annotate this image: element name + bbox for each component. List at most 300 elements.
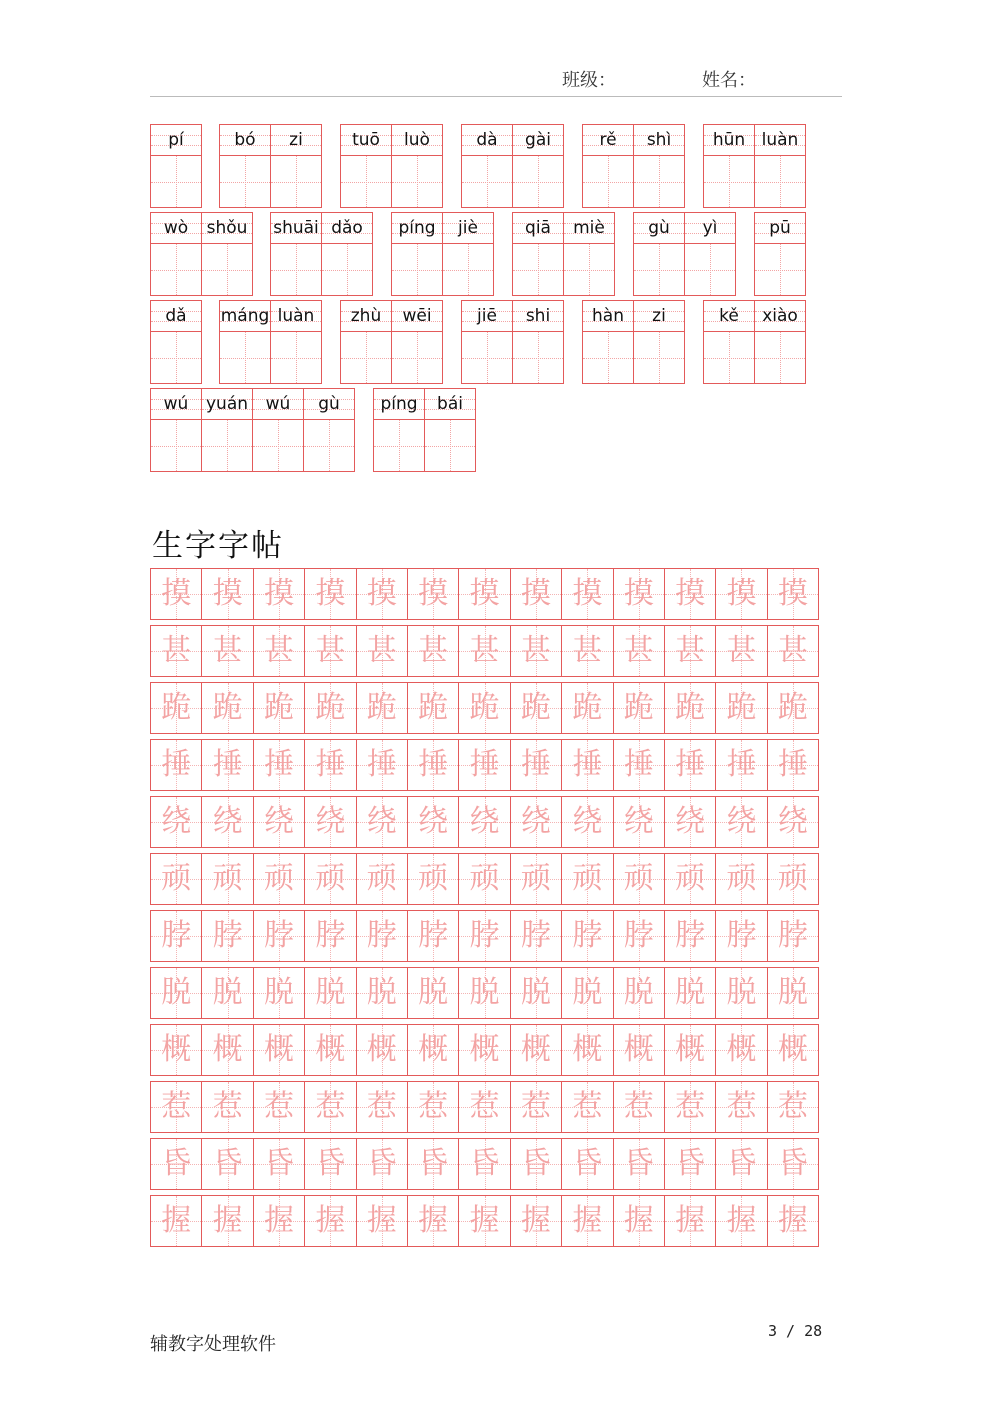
tracing-character: 甚 (161, 633, 192, 668)
pinyin-text: pí (168, 129, 184, 150)
tracing-cell (613, 626, 664, 676)
pinyin-cell (633, 301, 684, 383)
pinyin-cell (151, 389, 201, 471)
header (150, 62, 842, 97)
tracing-cell (253, 626, 304, 676)
pinyin-text: gài (525, 129, 551, 150)
tracing-character: 跪 (263, 690, 294, 725)
tracing-character: 概 (263, 1032, 294, 1067)
pinyin-cell (201, 213, 252, 295)
pinyin-text: píng (380, 393, 418, 414)
tracing-cell (151, 1025, 201, 1075)
tracing-cell (151, 740, 201, 790)
pinyin-text: yuán (205, 393, 249, 414)
tracing-cell (613, 683, 664, 733)
tracing-character: 绕 (777, 804, 808, 839)
tracing-character: 绕 (623, 804, 654, 839)
pinyin-cell (513, 213, 563, 295)
tracing-character: 顽 (675, 861, 706, 896)
hanzi-writing-box (151, 156, 201, 207)
tracing-cell (767, 797, 818, 847)
tracing-cell (356, 797, 407, 847)
pinyin-text: hūn (712, 129, 746, 150)
tracing-character: 顽 (777, 861, 808, 896)
pinyin-text: dà (476, 129, 498, 150)
tracing-cell (561, 740, 612, 790)
pinyin-text: shi (525, 305, 551, 326)
tracing-character: 甚 (469, 633, 500, 668)
tracing-character: 绕 (366, 804, 397, 839)
tracing-character: 握 (675, 1203, 706, 1238)
tracing-cell (407, 797, 458, 847)
tracing-character: 脱 (161, 975, 192, 1010)
tracing-cell (253, 1139, 304, 1189)
tracing-cell (561, 797, 612, 847)
tracing-cell (151, 1196, 201, 1246)
tracing-cell (561, 1196, 612, 1246)
pinyin-cell (341, 125, 391, 207)
practice-row (150, 910, 819, 962)
hanzi-writing-box (513, 156, 563, 207)
tracing-cell (151, 626, 201, 676)
hanzi-writing-box (704, 156, 754, 207)
pinyin-cell (442, 213, 493, 295)
pinyin-cell (220, 301, 270, 383)
pinyin-cell (704, 301, 754, 383)
tracing-character: 握 (572, 1203, 603, 1238)
pinyin-group (754, 212, 806, 296)
tracing-character: 脖 (520, 918, 551, 953)
pinyin-text: wú (163, 393, 189, 414)
pinyin-text: miè (573, 217, 605, 238)
tracing-cell (715, 911, 766, 961)
tracing-character: 捶 (675, 747, 706, 782)
practice-row (150, 739, 819, 791)
tracing-cell (151, 911, 201, 961)
tracing-cell (356, 1196, 407, 1246)
tracing-cell (253, 911, 304, 961)
pinyin-group (512, 212, 615, 296)
pinyin-group (150, 212, 253, 296)
tracing-cell (407, 911, 458, 961)
tracing-character: 捶 (315, 747, 346, 782)
tracing-character: 脱 (366, 975, 397, 1010)
tracing-cell (510, 1196, 561, 1246)
tracing-cell (201, 626, 252, 676)
tracing-cell (664, 1196, 715, 1246)
pinyin-group (461, 124, 564, 208)
tracing-character: 概 (777, 1032, 808, 1067)
pinyin-text: gù (648, 217, 670, 238)
tracing-character: 惹 (161, 1089, 192, 1124)
tracing-character: 甚 (726, 633, 757, 668)
practice-row (150, 1138, 819, 1190)
tracing-cell (407, 1025, 458, 1075)
tracing-character: 跪 (777, 690, 808, 725)
tracing-character: 摸 (726, 576, 757, 611)
tracing-character: 握 (623, 1203, 654, 1238)
tracing-cell (201, 683, 252, 733)
tracing-character: 甚 (623, 633, 654, 668)
pinyin-cell (563, 213, 614, 295)
tracing-cell (767, 569, 818, 619)
pinyin-group (373, 388, 476, 472)
pinyin-text: shuāi (273, 217, 319, 238)
tracing-character: 脱 (469, 975, 500, 1010)
tracing-cell (458, 968, 509, 1018)
tracing-cell (767, 740, 818, 790)
pinyin-text: tuō (352, 129, 380, 150)
pinyin-text: qiā (525, 217, 551, 238)
tracing-character: 绕 (675, 804, 706, 839)
pinyin-cell (341, 301, 391, 383)
hanzi-writing-box (755, 244, 805, 295)
tracing-character: 顽 (572, 861, 603, 896)
tracing-character: 概 (469, 1032, 500, 1067)
tracing-cell (458, 626, 509, 676)
tracing-character: 摸 (212, 576, 243, 611)
hanzi-writing-box (564, 244, 614, 295)
tracing-cell (304, 626, 355, 676)
tracing-character: 脱 (418, 975, 449, 1010)
tracing-character: 顽 (469, 861, 500, 896)
tracing-cell (304, 1139, 355, 1189)
tracing-cell (561, 683, 612, 733)
tracing-character: 概 (726, 1032, 757, 1067)
tracing-character: 顽 (315, 861, 346, 896)
tracing-character: 捶 (212, 747, 243, 782)
tracing-cell (613, 1082, 664, 1132)
tracing-cell (253, 683, 304, 733)
pinyin-group (150, 124, 202, 208)
hanzi-writing-box (220, 332, 270, 383)
tracing-character: 昏 (675, 1146, 706, 1181)
tracing-cell (201, 1139, 252, 1189)
tracing-cell (510, 797, 561, 847)
pinyin-cell (754, 125, 805, 207)
tracing-character: 握 (263, 1203, 294, 1238)
tracing-character: 捶 (623, 747, 654, 782)
pinyin-cell (252, 389, 303, 471)
tracing-cell (151, 1082, 201, 1132)
hanzi-writing-box (634, 156, 684, 207)
tracing-cell (613, 968, 664, 1018)
hanzi-writing-box (271, 244, 321, 295)
tracing-character: 顽 (212, 861, 243, 896)
tracing-character: 惹 (726, 1089, 757, 1124)
tracing-cell (664, 683, 715, 733)
pinyin-cell (684, 213, 735, 295)
tracing-character: 握 (418, 1203, 449, 1238)
tracing-character: 甚 (263, 633, 294, 668)
hanzi-writing-box (755, 332, 805, 383)
hanzi-writing-box (685, 244, 735, 295)
tracing-cell (561, 911, 612, 961)
pinyin-group (703, 124, 806, 208)
pinyin-group (391, 212, 494, 296)
tracing-character: 摸 (520, 576, 551, 611)
pinyin-cell (151, 125, 201, 207)
tracing-cell (253, 740, 304, 790)
tracing-character: 惹 (418, 1089, 449, 1124)
pinyin-cell (462, 125, 512, 207)
tracing-character: 绕 (263, 804, 294, 839)
hanzi-writing-box (392, 244, 442, 295)
page-number: 3 / 28 (768, 1322, 823, 1340)
tracing-cell (767, 683, 818, 733)
pinyin-cell (391, 125, 442, 207)
tracing-cell (151, 797, 201, 847)
pinyin-group (150, 388, 355, 472)
hanzi-writing-box (253, 420, 303, 471)
tracing-character: 握 (366, 1203, 397, 1238)
tracing-character: 脱 (315, 975, 346, 1010)
tracing-cell (458, 740, 509, 790)
pinyin-group (219, 124, 322, 208)
pinyin-cell (424, 389, 475, 471)
pinyin-cell (151, 213, 201, 295)
hanzi-writing-box (513, 332, 563, 383)
tracing-cell (767, 968, 818, 1018)
tracing-cell (356, 1139, 407, 1189)
tracing-character: 惹 (675, 1089, 706, 1124)
tracing-character: 概 (315, 1032, 346, 1067)
tracing-cell (304, 911, 355, 961)
tracing-character: 脱 (726, 975, 757, 1010)
tracing-cell (664, 626, 715, 676)
tracing-cell (613, 854, 664, 904)
tracing-cell (201, 968, 252, 1018)
tracing-cell (715, 1082, 766, 1132)
tracing-cell (201, 911, 252, 961)
tracing-cell (664, 569, 715, 619)
tracing-cell (715, 854, 766, 904)
tracing-character: 握 (212, 1203, 243, 1238)
tracing-character: 惹 (520, 1089, 551, 1124)
tracing-cell (715, 1025, 766, 1075)
pinyin-text: gù (318, 393, 340, 414)
tracing-character: 顽 (623, 861, 654, 896)
pinyin-group (219, 300, 322, 384)
pinyin-cell (391, 301, 442, 383)
hanzi-writing-box (304, 420, 354, 471)
tracing-character: 摸 (572, 576, 603, 611)
character-practice-grid (150, 568, 819, 1252)
tracing-character: 捶 (418, 747, 449, 782)
tracing-cell (356, 569, 407, 619)
tracing-character: 甚 (315, 633, 346, 668)
section-title: 生字字帖 (152, 528, 284, 564)
hanzi-writing-box (220, 156, 270, 207)
tracing-cell (767, 1082, 818, 1132)
tracing-character: 昏 (520, 1146, 551, 1181)
pinyin-cell (583, 125, 633, 207)
tracing-cell (510, 854, 561, 904)
tracing-cell (715, 968, 766, 1018)
pinyin-cell (512, 301, 563, 383)
pinyin-group (340, 300, 443, 384)
tracing-character: 捶 (469, 747, 500, 782)
tracing-character: 脱 (263, 975, 294, 1010)
footer-software-name: 辅教字处理软件 (150, 1334, 276, 1355)
tracing-character: 跪 (623, 690, 654, 725)
practice-row (150, 853, 819, 905)
tracing-cell (767, 1139, 818, 1189)
tracing-character: 握 (520, 1203, 551, 1238)
tracing-cell (510, 1025, 561, 1075)
tracing-cell (356, 968, 407, 1018)
tracing-cell (201, 1025, 252, 1075)
tracing-character: 脖 (469, 918, 500, 953)
tracing-cell (561, 626, 612, 676)
tracing-cell (767, 911, 818, 961)
tracing-character: 脖 (212, 918, 243, 953)
tracing-character: 脱 (212, 975, 243, 1010)
tracing-character: 绕 (520, 804, 551, 839)
tracing-character: 惹 (366, 1089, 397, 1124)
tracing-character: 跪 (572, 690, 603, 725)
tracing-cell (715, 626, 766, 676)
tracing-cell (253, 1025, 304, 1075)
tracing-character: 昏 (263, 1146, 294, 1181)
hanzi-writing-box (322, 244, 372, 295)
tracing-cell (715, 569, 766, 619)
tracing-character: 概 (520, 1032, 551, 1067)
tracing-character: 顽 (161, 861, 192, 896)
tracing-character: 概 (623, 1032, 654, 1067)
tracing-character: 脖 (726, 918, 757, 953)
hanzi-writing-box (202, 420, 252, 471)
tracing-cell (407, 968, 458, 1018)
tracing-cell (201, 740, 252, 790)
pinyin-text: dǎ (165, 305, 187, 326)
pinyin-cell (270, 125, 321, 207)
practice-row (150, 967, 819, 1019)
pinyin-text: dǎo (331, 217, 363, 238)
pinyin-text: luàn (277, 305, 315, 326)
tracing-character: 绕 (161, 804, 192, 839)
tracing-character: 绕 (418, 804, 449, 839)
tracing-character: 跪 (520, 690, 551, 725)
tracing-character: 摸 (623, 576, 654, 611)
tracing-cell (458, 1196, 509, 1246)
tracing-character: 跪 (418, 690, 449, 725)
tracing-character: 握 (315, 1203, 346, 1238)
tracing-character: 绕 (726, 804, 757, 839)
pinyin-cell (201, 389, 252, 471)
pinyin-cell (583, 301, 633, 383)
pinyin-text: xiào (762, 305, 798, 326)
tracing-cell (253, 1082, 304, 1132)
pinyin-group (703, 300, 806, 384)
tracing-character: 顽 (726, 861, 757, 896)
tracing-character: 昏 (161, 1146, 192, 1181)
tracing-character: 甚 (572, 633, 603, 668)
tracing-cell (304, 740, 355, 790)
hanzi-writing-box (151, 244, 201, 295)
tracing-cell (304, 797, 355, 847)
hanzi-writing-box (151, 420, 201, 471)
pinyin-group (461, 300, 564, 384)
pinyin-group (150, 300, 202, 384)
tracing-cell (510, 740, 561, 790)
tracing-character: 握 (726, 1203, 757, 1238)
pinyin-cell (374, 389, 424, 471)
tracing-character: 脖 (366, 918, 397, 953)
tracing-character: 概 (161, 1032, 192, 1067)
tracing-cell (561, 1082, 612, 1132)
tracing-cell (151, 683, 201, 733)
tracing-character: 脱 (675, 975, 706, 1010)
tracing-cell (664, 740, 715, 790)
pinyin-text: jiè (458, 217, 478, 238)
tracing-character: 脖 (572, 918, 603, 953)
pinyin-group (633, 212, 736, 296)
hanzi-writing-box (462, 332, 512, 383)
tracing-cell (151, 854, 201, 904)
tracing-cell (510, 683, 561, 733)
hanzi-writing-box (704, 332, 754, 383)
tracing-character: 握 (777, 1203, 808, 1238)
hanzi-writing-box (341, 156, 391, 207)
tracing-character: 甚 (418, 633, 449, 668)
tracing-character: 绕 (469, 804, 500, 839)
hanzi-writing-box (583, 332, 633, 383)
tracing-cell (613, 569, 664, 619)
hanzi-writing-box (583, 156, 633, 207)
tracing-character: 脖 (315, 918, 346, 953)
tracing-cell (407, 1139, 458, 1189)
pinyin-cell (270, 301, 321, 383)
tracing-cell (715, 1139, 766, 1189)
practice-row (150, 1024, 819, 1076)
tracing-character: 脖 (623, 918, 654, 953)
tracing-character: 惹 (315, 1089, 346, 1124)
practice-row (150, 796, 819, 848)
tracing-character: 脖 (777, 918, 808, 953)
tracing-character: 脱 (777, 975, 808, 1010)
tracing-cell (510, 569, 561, 619)
tracing-character: 跪 (726, 690, 757, 725)
tracing-character: 摸 (777, 576, 808, 611)
tracing-cell (613, 1196, 664, 1246)
hanzi-writing-box (755, 156, 805, 207)
pinyin-cell (151, 301, 201, 383)
pinyin-text: zi (289, 129, 303, 150)
tracing-character: 跪 (469, 690, 500, 725)
tracing-cell (356, 683, 407, 733)
tracing-character: 概 (418, 1032, 449, 1067)
tracing-character: 甚 (675, 633, 706, 668)
pinyin-cell (271, 213, 321, 295)
tracing-cell (304, 683, 355, 733)
tracing-cell (561, 1025, 612, 1075)
tracing-cell (407, 1082, 458, 1132)
tracing-cell (664, 911, 715, 961)
tracing-character: 捶 (572, 747, 603, 782)
tracing-cell (458, 797, 509, 847)
tracing-cell (510, 968, 561, 1018)
tracing-cell (253, 1196, 304, 1246)
tracing-cell (664, 1025, 715, 1075)
tracing-cell (407, 1196, 458, 1246)
tracing-character: 绕 (212, 804, 243, 839)
tracing-cell (356, 911, 407, 961)
tracing-character: 昏 (726, 1146, 757, 1181)
tracing-cell (767, 1196, 818, 1246)
tracing-character: 脖 (675, 918, 706, 953)
tracing-character: 概 (212, 1032, 243, 1067)
